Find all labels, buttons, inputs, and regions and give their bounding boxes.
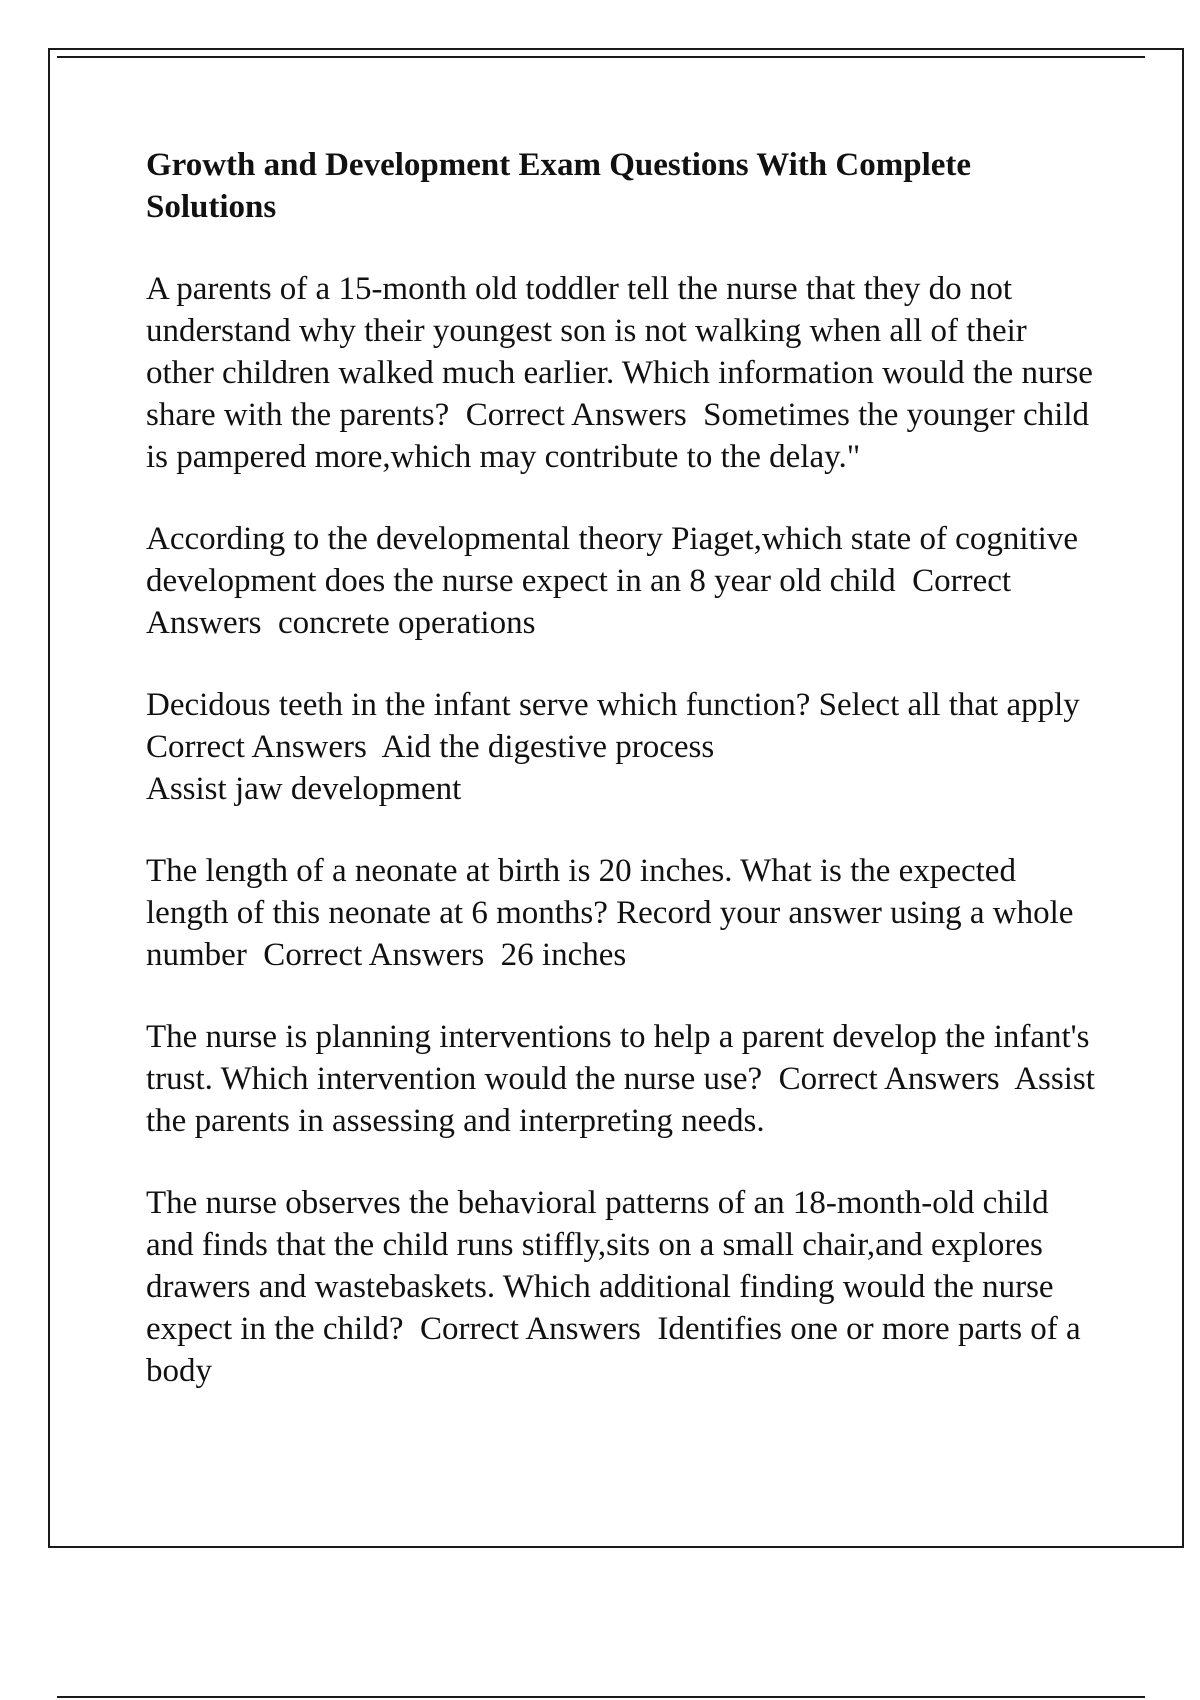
top-rule — [57, 56, 1145, 58]
document-title: Growth and Development Exam Questions With Complete Solutions — [146, 147, 972, 225]
document-body — [146, 144, 1104, 1432]
qa-item: A parents of a 15-month old toddler tell the nurse that they do not understand why their youngest son is not walking when all of their other children walked much earlier. Which information would the nurse share with the parents? Correct Answers Sometimes the younger child is pampered more,which may contribute to the delay." — [146, 271, 1102, 475]
bottom-rule — [57, 1696, 1145, 1698]
qa-item: The nurse observes the behavioral patterns of an 18-month-old child and finds that the child runs stiffly,sits on a small chair,and explores drawers and wastebaskets. Which additional finding would the nurse expect in the child? Correct Answers Identifies one or more parts of a body — [146, 1185, 1089, 1389]
qa-item: The length of a neonate at birth is 20 inches. What is the expected length of this neonate at 6 months? Record your answer using a whole number Correct Answers 26 inches — [146, 853, 1082, 973]
qa-item: Decidous teeth in the infant serve which function? Select all that apply Correct Answers Aid the digestive process Assist jaw development — [146, 687, 1080, 807]
qa-item: The nurse is planning interventions to help a parent develop the infant's trust. Which intervention would the nurse use? Correct Answers Assist the parents in assessing and interpreting needs. — [146, 1019, 1104, 1139]
qa-item: According to the developmental theory Piaget,which state of cognitive development does the nurse expect in an 8 year old child Correct Answers concrete operations — [146, 521, 1087, 641]
